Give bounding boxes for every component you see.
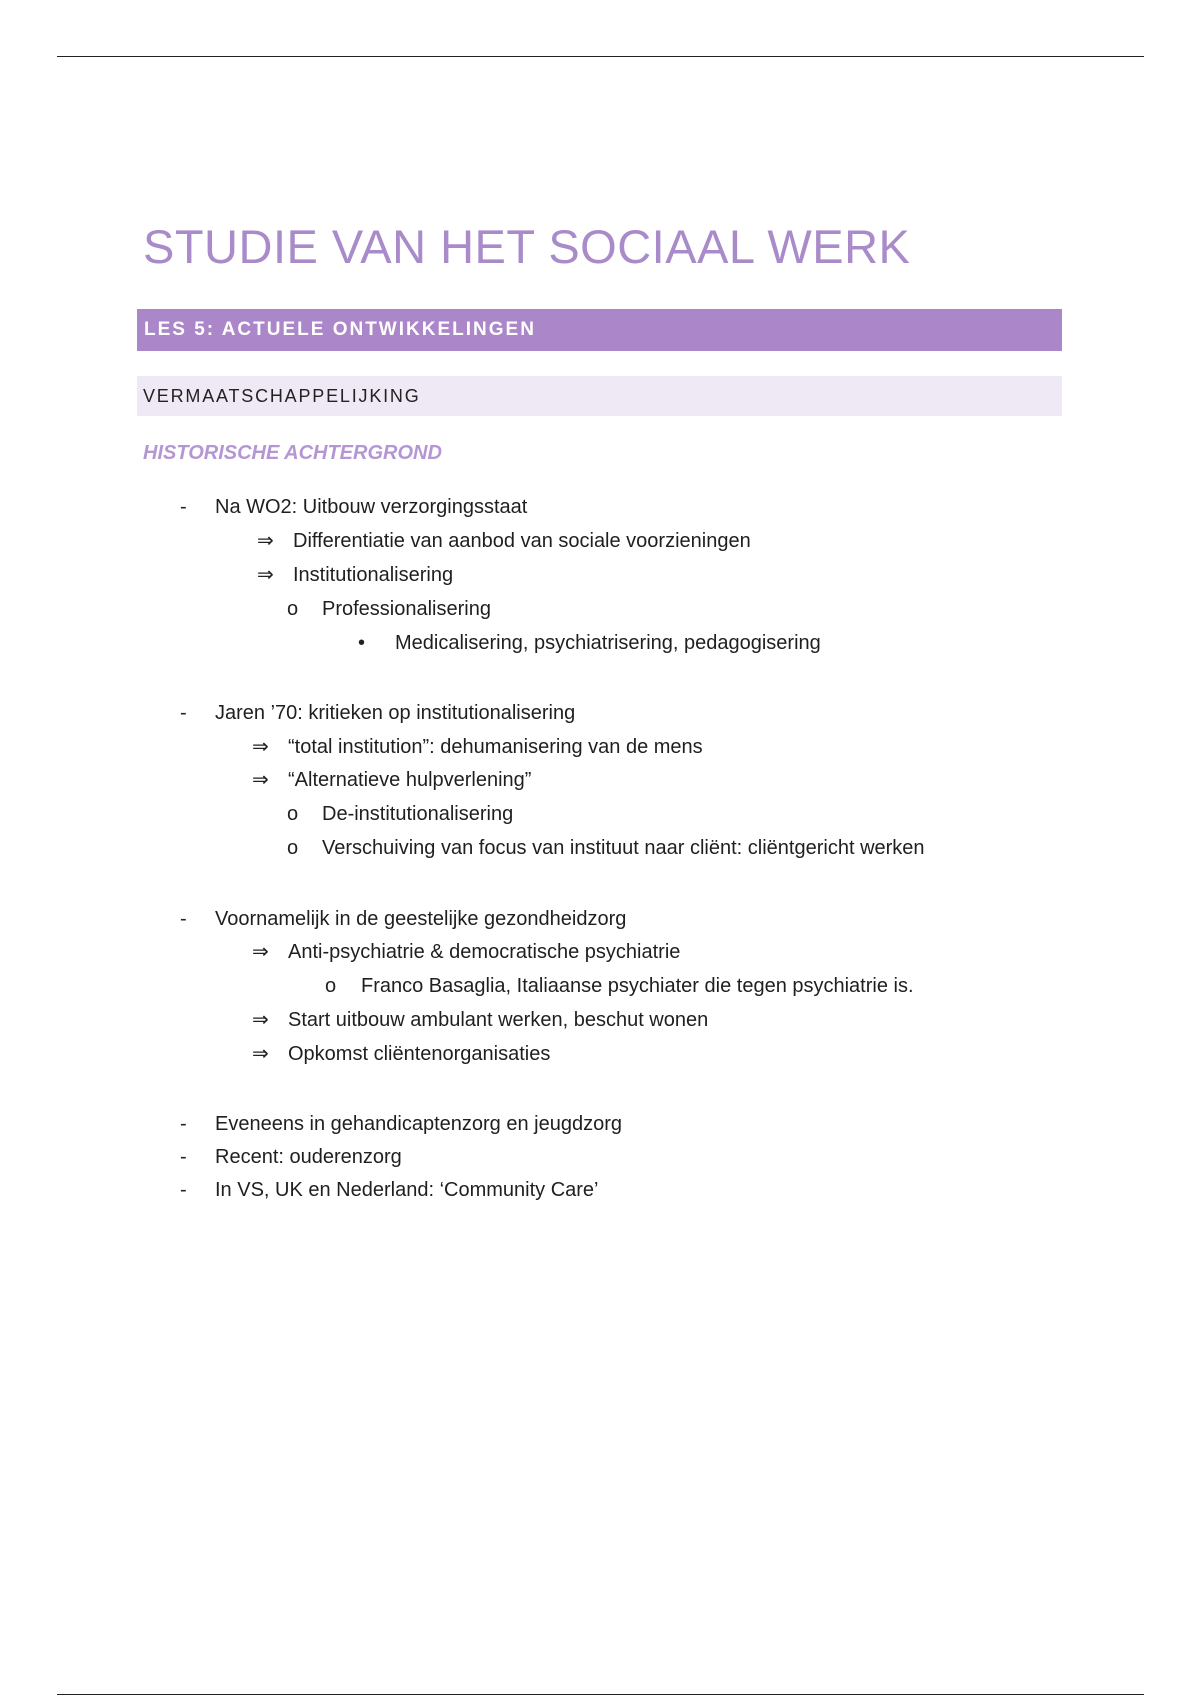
circle-marker: o (287, 598, 299, 620)
list-item-text: Opkomst cliëntenorganisaties (288, 1043, 551, 1065)
arrow-marker: ⇒ (252, 941, 269, 963)
list-item-text: Professionalisering (322, 598, 491, 620)
arrow-marker: ⇒ (257, 530, 274, 552)
circle-marker: o (325, 975, 337, 997)
list-item-text: Recent: ouderenzorg (215, 1146, 402, 1168)
heading-1-bar (137, 309, 1062, 351)
list-item-text: In VS, UK en Nederland: ‘Community Care’ (215, 1179, 599, 1201)
list-item-text: “total institution”: dehumanisering van de mens (288, 736, 703, 758)
list-item-text: Eveneens in gehandicaptenzorg en jeugdzorg (215, 1113, 622, 1135)
list-item-text: Differentiatie van aanbod van sociale voorzieningen (293, 530, 751, 552)
arrow-marker: ⇒ (252, 1043, 269, 1065)
dash-marker: - (180, 496, 187, 518)
arrow-marker: ⇒ (257, 564, 274, 586)
list-item-text: Verschuiving van focus van instituut naar cliënt: cliëntgericht werken (322, 837, 925, 859)
list-item-text: Anti-psychiatrie & democratische psychiatrie (288, 941, 681, 963)
circle-marker: o (287, 837, 299, 859)
list-item-text: Na WO2: Uitbouw verzorgingsstaat (215, 496, 528, 518)
list-item-text: Jaren ’70: kritieken op institutionalisering (215, 702, 576, 724)
dash-marker: - (180, 1179, 187, 1201)
list-item-text: Franco Basaglia, Italiaanse psychiater die tegen psychiatrie is. (361, 975, 914, 997)
circle-marker: o (287, 803, 299, 825)
dash-marker: - (180, 908, 187, 930)
heading-2: VERMAATSCHAPPELIJKING (143, 386, 421, 406)
list-item-text: Institutionalisering (293, 564, 454, 586)
heading-1: LES 5: ACTUELE ONTWIKKELINGEN (144, 319, 536, 340)
arrow-marker: ⇒ (252, 1009, 269, 1031)
heading-2-bar (137, 376, 1062, 416)
dash-marker: - (180, 1113, 187, 1135)
heading-3: HISTORISCHE ACHTERGROND (143, 442, 442, 464)
arrow-marker: ⇒ (252, 769, 269, 791)
bullet-marker: • (358, 632, 366, 654)
arrow-marker: ⇒ (252, 736, 269, 758)
list-item-text: Start uitbouw ambulant werken, beschut wonen (288, 1009, 709, 1031)
list-item-text: Voornamelijk in de geestelijke gezondheidzorg (215, 908, 627, 930)
dash-marker: - (180, 702, 187, 724)
list-item-text: Medicalisering, psychiatrisering, pedagogisering (395, 632, 821, 654)
document-title: STUDIE VAN HET SOCIAAL WERK (143, 220, 911, 273)
footer-rule (57, 1694, 1144, 1695)
list-item-text: De-institutionalisering (322, 803, 514, 825)
header-rule (57, 56, 1144, 57)
dash-marker: - (180, 1146, 187, 1168)
list-item-text: “Alternatieve hulpverlening” (288, 769, 532, 791)
